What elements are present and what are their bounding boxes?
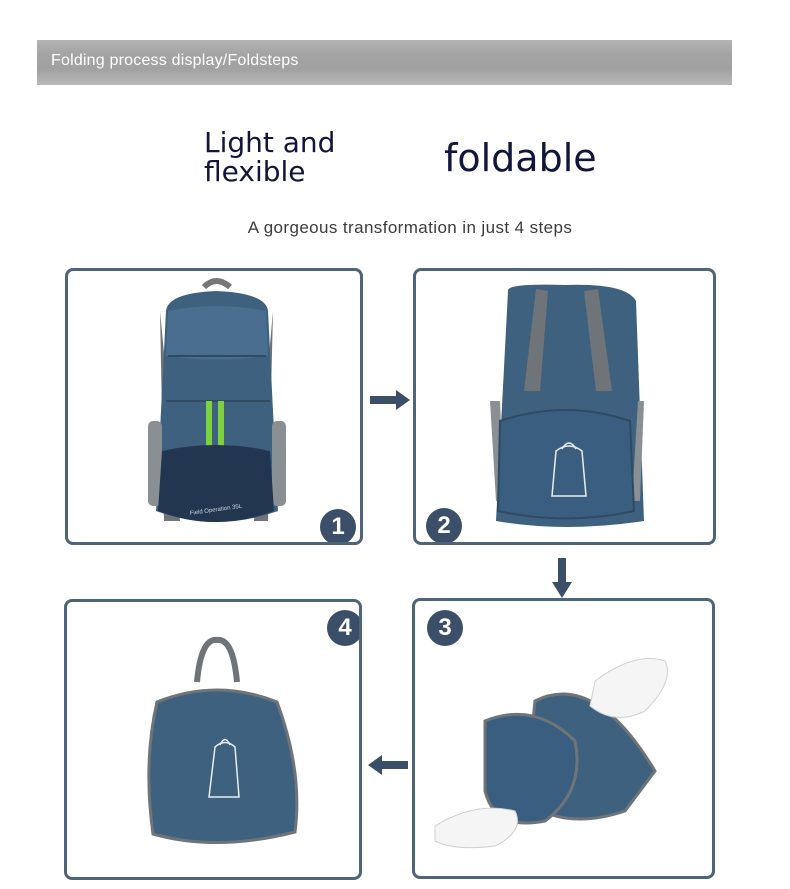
- headline-foldable: foldable: [444, 136, 597, 180]
- folded-pouch-photo: [67, 602, 359, 877]
- headline-left: [204, 128, 335, 186]
- step-2-badge: 2: [426, 508, 462, 544]
- bag-label: Field Operation 35L: [189, 503, 243, 517]
- step-1-badge: 1: [320, 509, 356, 545]
- backpack-back-photo: [416, 271, 713, 542]
- arrow-down-icon: [552, 558, 572, 598]
- banner-title: Folding process display/Foldsteps: [51, 52, 299, 69]
- arrow-right-icon: [370, 390, 410, 410]
- step-3-panel: [412, 598, 715, 879]
- step-3-badge: 3: [427, 610, 463, 646]
- step-1-panel: [65, 268, 363, 545]
- subtitle: A gorgeous transformation in just 4 steps: [247, 218, 573, 237]
- section-banner: [37, 40, 732, 85]
- step-4-badge: 4: [327, 610, 362, 646]
- step-2-panel: [413, 268, 716, 545]
- backpack-front-photo: [68, 271, 360, 542]
- hands-folding-photo: [415, 601, 712, 876]
- headline-line-2: flexible: [204, 155, 306, 188]
- step-4-panel: [64, 599, 362, 880]
- headline-line-1: Light and: [204, 126, 336, 159]
- arrow-left-icon: [368, 755, 408, 775]
